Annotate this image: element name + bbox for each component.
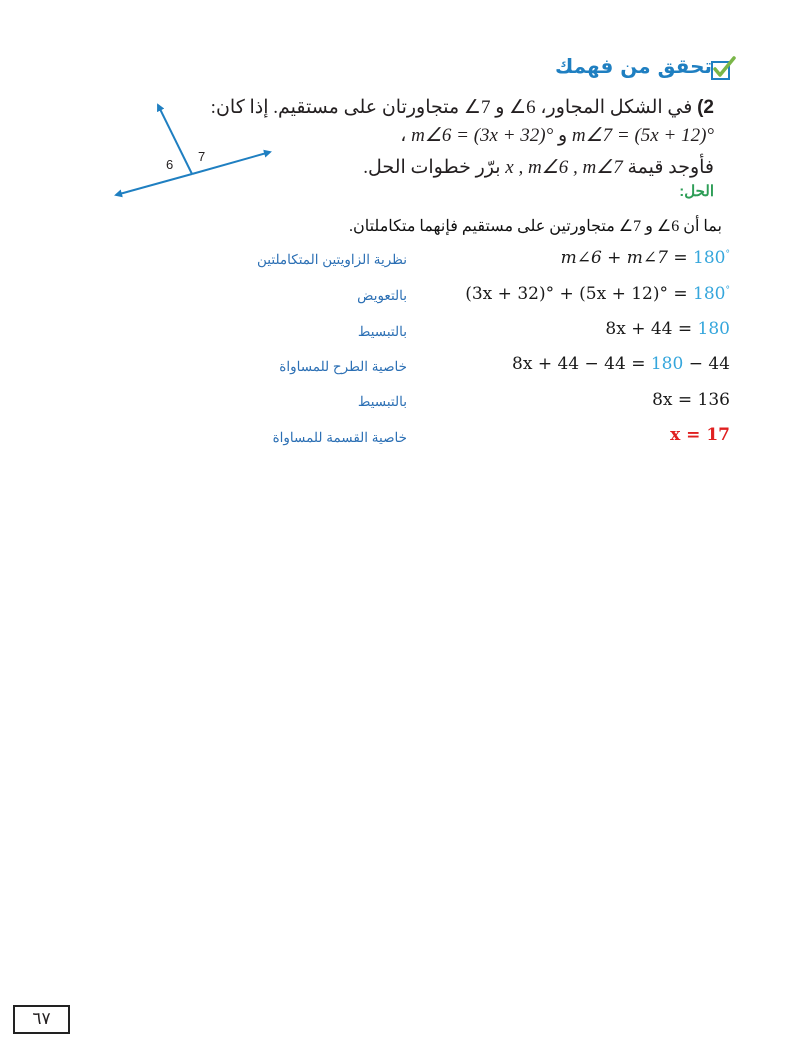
step-3-reason: بالتبسيط [357,324,407,339]
step-4-reason: خاصية الطرح للمساواة [279,359,407,374]
question-line-1-text: في الشكل المجاور، 6∠ و 7∠ متجاورتان على مستقيم. إذا كان: [210,97,693,118]
step-6-reason: خاصية القسمة للمساواة [272,430,407,445]
question-line-2 [400,124,714,147]
step-1-rhs: 180 [693,248,726,268]
step-3-rhs: 180 [697,319,730,339]
question-line-3 [363,156,714,179]
step-2-degree: ° [725,285,730,296]
solution-intro: بما أن 6∠ و 7∠ متجاورتين على مستقيم فإنهما متكاملتان. [348,218,722,235]
final-answer: x = 17 [670,425,730,445]
step-4-lhs: 8x + 44 − 44 = [512,354,651,374]
question-and-word: و [557,125,568,146]
section-title: تحقق من فهمك [555,54,712,78]
step-2-equation [465,284,730,304]
page-number: ٦٧ [13,1005,70,1034]
angle-7-expression: m∠7 = (5x + 12)° [571,125,714,146]
question-line-3-text: فأوجد قيمة [627,157,714,178]
step-3-equation [605,319,730,339]
question-number: 2) [697,97,714,118]
step-3-lhs: 8x + 44 = [605,319,698,339]
step-2-reason: بالتعويض [357,288,407,303]
angle-6-label: 6 [166,157,174,172]
checkbox-check-icon [710,56,736,82]
step-2-rhs: 180 [693,284,726,304]
angle-6-expression: m∠6 = (3x + 32)° [411,125,554,146]
step-4-equation [512,354,730,374]
step-1-lhs: m∠6 + m∠7 = [560,248,694,268]
question-variables: x , m∠6 , m∠7 [505,157,623,178]
step-1-degree: ° [725,249,730,260]
step-4-rhs: 180 [650,354,684,374]
question-line-3-tail: برّر خطوات الحل. [363,157,501,178]
step-4-tail: − 44 [683,354,730,374]
angle-7-label: 7 [198,149,206,164]
solution-label: الحل: [679,183,714,200]
step-5-equation: 8x = 136 [652,390,730,410]
question-separator: ، [400,125,407,146]
step-2-lhs: (3x + 32)° + (5x + 12)° = [465,284,694,304]
step-5-reason: بالتبسيط [357,394,407,409]
straight-line-left [116,174,192,195]
step-1-reason: نظرية الزاويتين المتكاملتين [257,252,407,267]
question-line-1 [211,96,714,119]
angle-ray [158,105,192,174]
adjacent-angles-figure [108,95,280,205]
step-1-equation [561,248,730,268]
